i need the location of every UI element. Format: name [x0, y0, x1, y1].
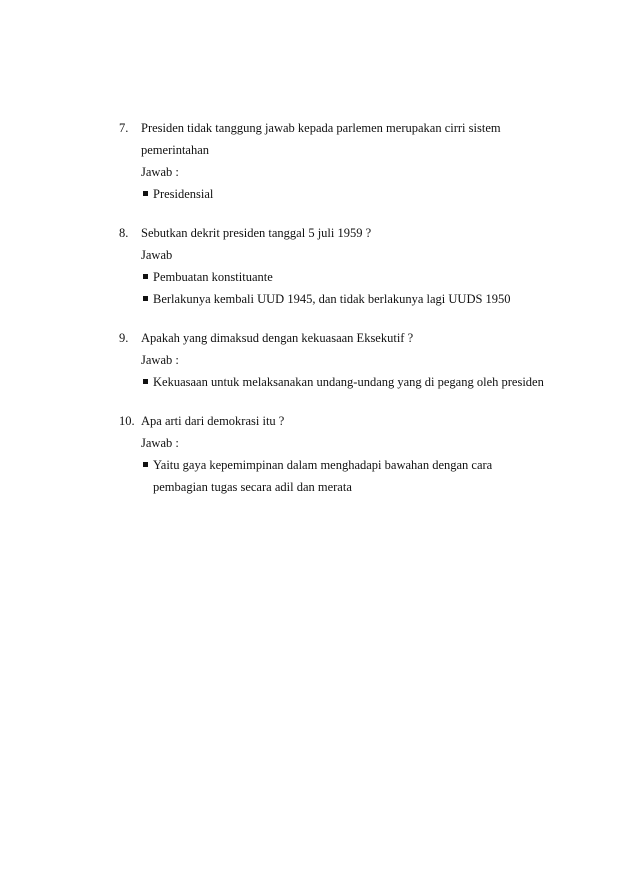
answer-text: Yaitu gaya kepemimpinan dalam menghadapi bawahan dengan cara pembagian tugas secara adil dan merata: [153, 458, 493, 494]
square-bullet-icon: [143, 462, 148, 467]
answer-label: Jawab :: [141, 353, 179, 367]
question-number: 7.: [119, 121, 129, 135]
answer-label: Jawab: [141, 248, 173, 262]
answer-text: Pembuatan konstituante: [153, 270, 273, 284]
question-number: 10.: [119, 414, 135, 428]
question-item-10: [119, 410, 589, 498]
answer-item: [119, 288, 589, 310]
answer-item: [119, 266, 589, 288]
square-bullet-icon: [143, 274, 148, 279]
question-line: [119, 327, 541, 349]
question-item-8: [119, 222, 589, 310]
answer-text: Kekuasaan untuk melaksanakan undang-undang yang di pegang oleh presiden: [153, 375, 544, 389]
question-text: Apa arti dari demokrasi itu ?: [141, 414, 285, 428]
question-number: 8.: [119, 226, 129, 240]
answer-label: Jawab :: [141, 436, 179, 450]
square-bullet-icon: [143, 379, 148, 384]
question-text: Apakah yang dimaksud dengan kekuasaan Eksekutif ?: [141, 331, 414, 345]
question-text: Presiden tidak tanggung jawab kepada parlemen merupakan cirri sistem pemerintahan: [141, 121, 501, 157]
square-bullet-icon: [143, 191, 148, 196]
question-item-9: [119, 327, 589, 393]
answer-text: Presidensial: [153, 187, 214, 201]
answer-item: [119, 371, 589, 393]
question-number: 9.: [119, 331, 129, 345]
question-line: [119, 117, 541, 161]
qa-list: [119, 117, 589, 515]
question-item-7: [119, 117, 589, 205]
question-line: [119, 410, 541, 432]
question-text: Sebutkan dekrit presiden tanggal 5 juli 1959 ?: [141, 226, 372, 240]
question-line: [119, 222, 541, 244]
answer-item: [119, 183, 589, 205]
answer-label: Jawab :: [141, 165, 179, 179]
square-bullet-icon: [143, 296, 148, 301]
answer-text: Berlakunya kembali UUD 1945, dan tidak berlakunya lagi UUDS 1950: [153, 292, 511, 306]
answer-item: [119, 454, 533, 498]
